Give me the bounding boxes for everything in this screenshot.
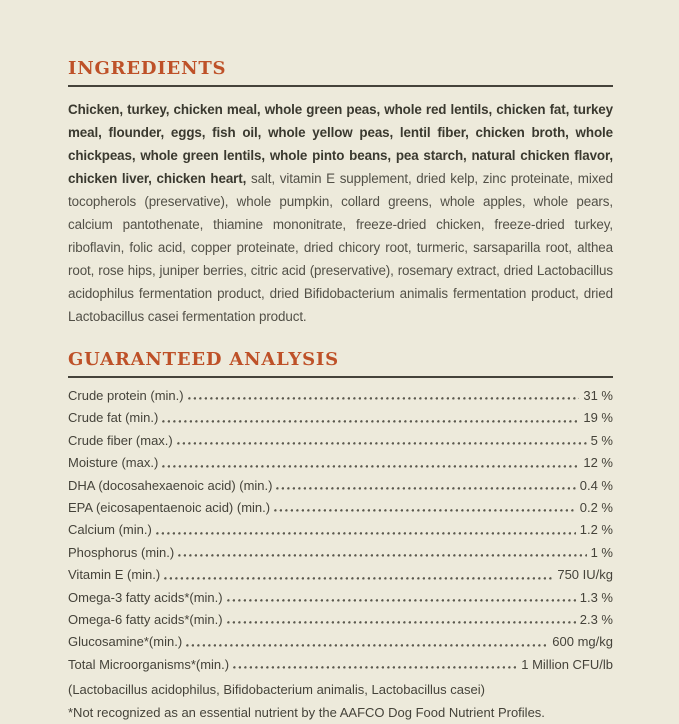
ingredients-paragraph xyxy=(68,98,613,328)
dot-leader xyxy=(274,509,576,512)
analysis-table xyxy=(68,385,613,676)
dot-leader xyxy=(233,666,517,669)
analysis-row-value: 1 % xyxy=(590,544,613,560)
analysis-row-label: Moisture (max.) xyxy=(68,455,159,471)
analysis-row-label: EPA (eicosapentaenoic acid) (min.) xyxy=(68,499,271,515)
dot-leader xyxy=(178,554,586,557)
analysis-row xyxy=(68,519,613,541)
analysis-row-value: 0.2 % xyxy=(579,499,613,515)
dot-leader xyxy=(164,577,553,580)
analysis-row xyxy=(68,609,613,631)
dot-leader xyxy=(156,532,576,535)
dot-leader xyxy=(227,599,576,602)
analysis-row-label: Crude fiber (max.) xyxy=(68,432,173,448)
ingredients-title-rule xyxy=(68,85,613,87)
analysis-row-value: 12 % xyxy=(583,455,613,471)
analysis-row-label: Omega-6 fatty acids*(min.) xyxy=(68,611,223,627)
analysis-row-value: 2.3 % xyxy=(579,611,613,627)
analysis-row-value: 1.2 % xyxy=(579,522,613,538)
analysis-row-value: 1 Million CFU/lb xyxy=(521,656,613,672)
analysis-row-label: Crude fat (min.) xyxy=(68,410,159,426)
analysis-row xyxy=(68,430,613,452)
ingredients-title: INGREDIENTS xyxy=(68,58,227,79)
analysis-row xyxy=(68,654,613,676)
analysis-row-value: 600 mg/kg xyxy=(552,634,613,650)
analysis-row-label: Calcium (min.) xyxy=(68,522,152,538)
microorganisms-note: (Lactobacillus acidophilus, Bifidobacterium animalis, Lactobacillus casei) xyxy=(68,682,485,698)
dot-leader xyxy=(177,442,587,445)
analysis-row-label: DHA (docosahexaenoic acid) (min.) xyxy=(68,477,273,493)
analysis-row-label: Glucosamine*(min.) xyxy=(68,634,183,650)
analysis-row-label: Crude protein (min.) xyxy=(68,388,184,403)
guaranteed-analysis-title: GUARANTEED ANALYSIS xyxy=(68,349,339,370)
analysis-row xyxy=(68,452,613,474)
dot-leader xyxy=(276,487,575,490)
dot-leader xyxy=(188,397,580,400)
analysis-row-label: Total Microorganisms*(min.) xyxy=(68,656,230,672)
analysis-row-value: 750 IU/kg xyxy=(557,567,613,583)
ingredients-primary-list: Chicken, turkey, chicken meal, whole green peas, whole red lentils, chicken fat, turkey meal, flounder, eggs, fish oil, whole yellow peas, lentil fiber, chicken broth, whole chickpeas, whole green lentils, whole pinto beans, pea starch, natural chicken flavor, chicken liver, chicken heart, xyxy=(68,102,613,186)
analysis-row-value: 1.3 % xyxy=(579,589,613,605)
analysis-row-label: Phosphorus (min.) xyxy=(68,544,175,560)
analysis-row-value: 19 % xyxy=(583,410,613,426)
analysis-row-label: Vitamin E (min.) xyxy=(68,567,161,583)
analysis-row xyxy=(68,587,613,609)
dot-leader xyxy=(227,621,576,624)
analysis-row xyxy=(68,407,613,429)
ingredients-section xyxy=(68,58,613,328)
analysis-row xyxy=(68,631,613,653)
guaranteed-analysis-section xyxy=(68,349,613,724)
analysis-row xyxy=(68,542,613,564)
analysis-row-value: 5 % xyxy=(590,432,613,448)
analysis-row xyxy=(68,497,613,519)
analysis-row-label: Omega-3 fatty acids*(min.) xyxy=(68,589,223,605)
dot-leader xyxy=(162,465,579,468)
analysis-row-value: 31 % xyxy=(583,388,613,403)
aafco-footnote: *Not recognized as an essential nutrient by the AAFCO Dog Food Nutrient Profiles. xyxy=(68,705,545,721)
analysis-row-value: 0.4 % xyxy=(579,477,613,493)
analysis-row xyxy=(68,564,613,586)
analysis-row xyxy=(68,475,613,497)
dot-leader xyxy=(162,420,579,423)
ingredients-secondary-list: salt, vitamin E supplement, dried kelp, zinc proteinate, mixed tocopherols (preservative), whole pumpkin, collard greens, whole apples, whole pears, calcium pantothenate, thiamine mononitrate, freeze-dried chicken, freeze-dried turkey, riboflavin, folic acid, copper proteinate, dried chicory root, turmeric, sarsaparilla root, althea root, rose hips, juniper berries, citric acid (preservative), rosemary extract, dried Lactobacillus acidophilus fermentation product, dried Bifidobacterium animalis fermentation product, dried Lactobacillus casei fermentation product. xyxy=(68,171,613,324)
pet-food-label xyxy=(68,58,613,724)
analysis-row xyxy=(68,385,613,407)
guaranteed-analysis-title-rule xyxy=(68,376,613,378)
dot-leader xyxy=(186,644,548,647)
